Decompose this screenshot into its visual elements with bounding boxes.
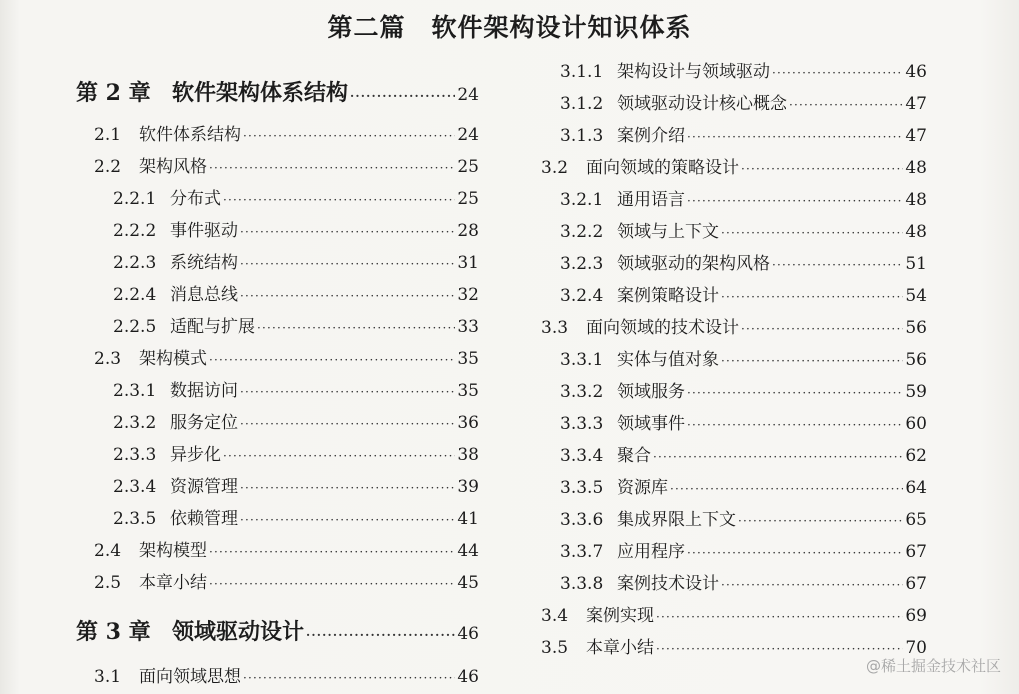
toc-page-number: 69 [905,606,927,626]
toc-entry [113,220,479,242]
part-title [0,8,1019,44]
toc-page-number: 47 [905,94,927,114]
toc-title: 领域驱动设计核心概念 [617,94,787,114]
toc-entry [113,316,479,338]
toc-page-number: 44 [457,541,479,561]
toc-leader-dots [772,254,903,276]
toc-page-number: 70 [905,638,927,658]
toc-page-number: 64 [905,478,927,498]
toc-title: 领域驱动的架构风格 [617,254,770,274]
toc-leader-dots [209,573,455,595]
toc-page-number: 45 [457,573,479,593]
toc-entry [113,412,479,434]
toc-leader-dots [240,477,455,499]
toc-number: 3.4 [541,606,569,626]
toc-number: 3.5 [541,638,569,658]
toc-entry [560,413,927,435]
toc-page-number: 51 [905,254,927,274]
toc-leader-dots [738,510,903,532]
toc-title: 架构设计与领域驱动 [617,62,770,82]
toc-number: 3.3 [541,318,569,338]
toc-page-number: 67 [905,542,927,562]
toc-page-number: 39 [457,477,479,497]
toc-leader-dots [789,94,903,116]
toc-entry [94,540,479,562]
toc-page-number: 38 [457,445,479,465]
toc-page-number: 31 [457,253,479,273]
toc-number: 3.2 [541,158,569,178]
toc-entry [94,572,479,594]
toc-entry [113,444,479,466]
toc-number: 3.1.2 [560,94,604,114]
toc-leader-dots [243,125,455,147]
toc-entry [560,573,927,595]
toc-entry [560,61,927,83]
toc-entry [113,508,479,530]
toc-number: 2.2.3 [113,253,157,273]
toc-page-number: 60 [905,414,927,434]
toc-title: 数据访问 [170,381,238,401]
toc-number: 2.3 [94,349,122,369]
toc-title: 软件架构体系结构 [172,80,349,106]
toc-number: 第 3 章 [76,619,151,645]
toc-page-number: 54 [905,286,927,306]
toc-chapter-entry [76,79,479,107]
toc-entry [113,476,479,498]
toc-title: 资源管理 [170,477,238,497]
toc-title: 案例介绍 [617,126,685,146]
toc-leader-dots [350,82,455,110]
toc-entry [541,605,927,627]
toc-leader-dots [209,157,455,179]
toc-page-number: 48 [905,158,927,178]
toc-leader-dots [687,190,903,212]
toc-number: 3.2.2 [560,222,604,242]
toc-title: 事件驱动 [170,221,238,241]
toc-title: 系统结构 [170,253,238,273]
toc-title: 领域事件 [617,414,685,434]
toc-number: 2.3.3 [113,445,157,465]
toc-entry [113,284,479,306]
toc-number: 2.2.1 [113,189,157,209]
toc-leader-dots [257,317,455,339]
toc-title: 服务定位 [170,413,238,433]
toc-leader-dots [240,253,455,275]
toc-page-number: 67 [905,574,927,594]
toc-leader-dots [721,286,903,308]
part-number: 第二篇 [327,13,406,42]
toc-page-number: 59 [905,382,927,402]
toc-number: 2.3.4 [113,477,157,497]
toc-page-number: 46 [457,624,479,644]
toc-leader-dots [240,509,455,531]
toc-page-number: 36 [457,413,479,433]
toc-entry [560,381,927,403]
toc-number: 3.3.6 [560,510,604,530]
toc-entry [541,317,927,339]
toc-number: 2.4 [94,541,122,561]
toc-number: 3.3.2 [560,382,604,402]
toc-number: 2.3.2 [113,413,157,433]
toc-leader-dots [656,606,903,628]
toc-entry [560,221,927,243]
toc-title: 本章小结 [586,638,654,658]
toc-leader-dots [687,542,903,564]
toc-title: 分布式 [170,189,221,209]
toc-entry [113,252,479,274]
toc-page-number: 56 [905,350,927,370]
toc-leader-dots [240,381,455,403]
toc-leader-dots [306,621,455,649]
toc-title: 架构模式 [139,349,207,369]
toc-entry [541,157,927,179]
toc-title: 通用语言 [617,190,685,210]
toc-title: 应用程序 [617,542,685,562]
toc-title: 面向领域的技术设计 [586,318,739,338]
toc-number: 3.2.3 [560,254,604,274]
part-name: 软件架构设计知识体系 [431,13,692,42]
toc-leader-dots [687,382,903,404]
toc-number: 2.2.4 [113,285,157,305]
toc-entry [560,285,927,307]
toc-entry [560,253,927,275]
toc-page-number: 33 [457,317,479,337]
toc-title: 案例实现 [586,606,654,626]
toc-number: 3.3.1 [560,350,604,370]
toc-page-number: 47 [905,126,927,146]
toc-number: 3.2.1 [560,190,604,210]
toc-leader-dots [741,318,903,340]
toc-page-number: 32 [457,285,479,305]
toc-entry [560,189,927,211]
watermark: @稀土掘金技术社区 [865,657,1001,675]
toc-leader-dots [209,349,455,371]
toc-page-number: 62 [905,446,927,466]
toc-number: 3.3.4 [560,446,604,466]
toc-page-number: 24 [457,125,479,145]
toc-page-number: 41 [457,509,479,529]
toc-title: 架构风格 [139,157,207,177]
toc-title: 消息总线 [170,285,238,305]
toc-entry [560,541,927,563]
toc-page-number: 28 [457,221,479,241]
toc-leader-dots [670,478,903,500]
toc-title: 软件体系结构 [139,125,241,145]
toc-number: 2.3.1 [113,381,157,401]
toc-leader-dots [223,189,455,211]
toc-page-number: 35 [457,381,479,401]
toc-number: 3.3.7 [560,542,604,562]
toc-entry [94,666,479,688]
toc-number: 3.3.8 [560,574,604,594]
toc-leader-dots [721,574,903,596]
toc-number: 3.3.5 [560,478,604,498]
toc-title: 案例技术设计 [617,574,719,594]
toc-title: 依赖管理 [170,509,238,529]
toc-entry [94,156,479,178]
toc-leader-dots [721,222,903,244]
toc-number: 2.2.5 [113,317,157,337]
toc-title: 集成界限上下文 [617,510,736,530]
toc-leader-dots [243,667,455,689]
toc-number: 2.5 [94,573,122,593]
toc-number: 第 2 章 [76,80,151,106]
toc-page-number: 35 [457,349,479,369]
toc-page-number: 48 [905,222,927,242]
toc-number: 3.1.1 [560,62,604,82]
toc-leader-dots [772,62,903,84]
toc-page-number: 48 [905,190,927,210]
toc-entry [560,93,927,115]
toc-leader-dots [223,445,455,467]
toc-number: 2.3.5 [113,509,157,529]
toc-title: 领域驱动设计 [172,619,305,645]
toc-number: 2.2 [94,157,122,177]
toc-entry [560,445,927,467]
toc-chapter-entry [76,618,479,646]
toc-title: 本章小结 [139,573,207,593]
toc-page-number: 46 [905,62,927,82]
toc-title: 异步化 [170,445,221,465]
toc-title: 领域与上下文 [617,222,719,242]
toc-number: 3.1.3 [560,126,604,146]
toc-leader-dots [209,541,455,563]
toc-title: 领域服务 [617,382,685,402]
toc-page-number: 25 [457,157,479,177]
toc-page-number: 25 [457,189,479,209]
toc-entry [560,477,927,499]
toc-leader-dots [687,126,903,148]
toc-title: 案例策略设计 [617,286,719,306]
toc-leader-dots [240,221,455,243]
toc-title: 面向领域思想 [139,667,241,687]
toc-page-number: 46 [457,667,479,687]
toc-title: 面向领域的策略设计 [586,158,739,178]
toc-leader-dots [240,285,455,307]
toc-number: 3.2.4 [560,286,604,306]
toc-leader-dots [721,350,903,372]
toc-title: 实体与值对象 [617,350,719,370]
toc-entry [94,348,479,370]
toc-number: 3.3.3 [560,414,604,434]
toc-title: 适配与扩展 [170,317,255,337]
toc-leader-dots [741,158,903,180]
toc-title: 架构模型 [139,541,207,561]
toc-number: 2.1 [94,125,122,145]
toc-page-number: 56 [905,318,927,338]
toc-leader-dots [687,414,903,436]
toc-leader-dots [240,413,455,435]
toc-title: 资源库 [617,478,668,498]
toc-entry [113,380,479,402]
toc-number: 2.2.2 [113,221,157,241]
toc-number: 3.1 [94,667,122,687]
toc-leader-dots [653,446,903,468]
toc-entry [560,349,927,371]
toc-entry [560,509,927,531]
toc-entry [94,124,479,146]
toc-entry [113,188,479,210]
toc-title: 聚合 [617,446,651,466]
toc-page-number: 65 [905,510,927,530]
toc-entry [560,125,927,147]
toc-page-number: 24 [457,85,479,105]
